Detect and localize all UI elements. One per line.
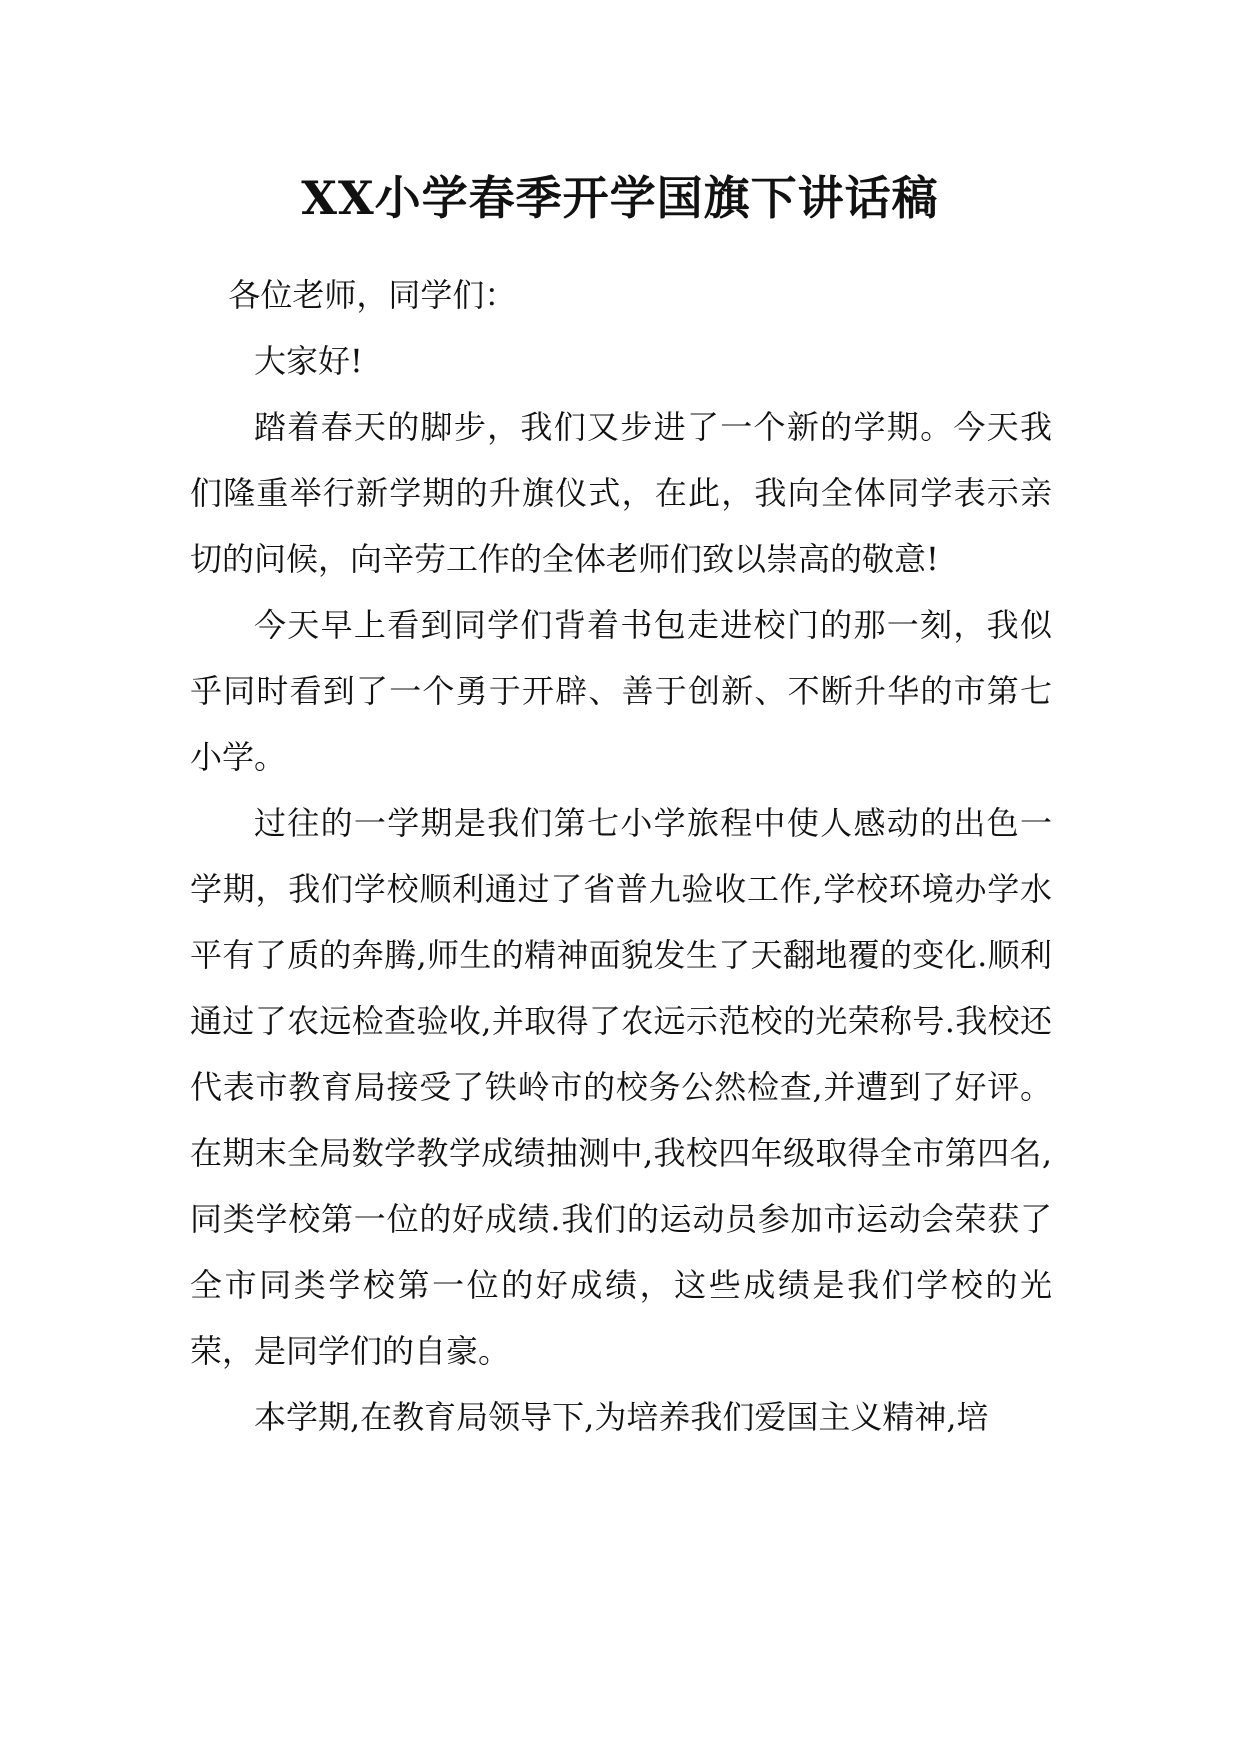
paragraph-achievements: 过往的一学期是我们第七小学旅程中使人感动的出色一学期，我们学校顺利通过了省普九验收工作,学校环境办学水平有了质的奔腾,师生的精神面貌发生了天翻地覆的变化.顺利通过了农远检查验收,并取得了农远示范校的光荣称号.我校还代表市教育局接受了铁岭市的校务公然检查,并遭到了好评。在期末全局数学教学成绩抽测中,我校四年级取得全市第四名,同类学校第一位的好成绩.我们的运动员参加市运动会荣获了全市同类学校第一位的好成绩，这些成绩是我们学校的光荣，是同学们的自豪。 [190,804,1052,1370]
document-body [190,262,1052,1450]
paragraph-intro: 踏着春天的脚步，我们又步进了一个新的学期。今天我们隆重举行新学期的升旗仪式，在此，我向全体同学表示亲切的问候，向辛劳工作的全体老师们致以崇高的敬意! [190,408,1052,578]
salutation: 各位老师，同学们： [228,276,517,314]
paragraph-greeting: 大家好! [254,342,363,380]
document-title: XX小学春季开学国旗下讲话稿 [301,171,939,225]
paragraph-this-term: 本学期,在教育局领导下,为培养我们爱国主义精神,培 [254,1398,989,1436]
paragraph-morning: 今天早上看到同学们背着书包走进校门的那一刻，我似乎同时看到了一个勇于开辟、善于创新、不断升华的市第七小学。 [190,606,1052,776]
